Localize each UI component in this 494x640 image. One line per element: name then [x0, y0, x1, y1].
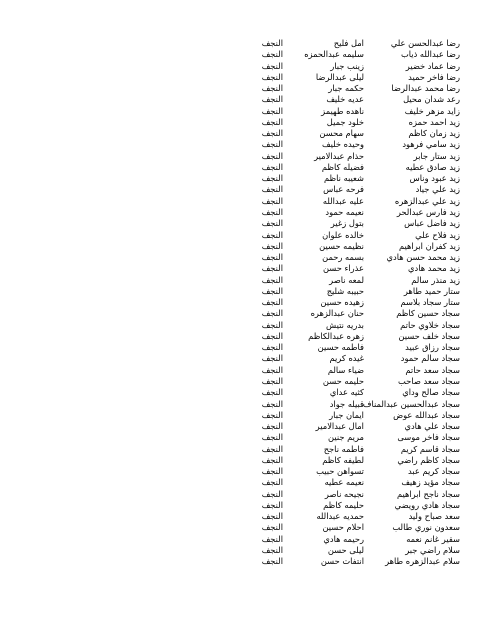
mother-name-cell: عذراء حسن — [322, 263, 364, 274]
full-name-cell: سلام راضي جبر — [405, 544, 460, 555]
table-row — [0, 128, 494, 139]
mother-name-cell: نجيحه ناصر — [324, 488, 364, 499]
governorate-cell: النجف — [261, 533, 283, 544]
governorate-cell: النجف — [261, 38, 283, 48]
table-row — [0, 286, 494, 297]
mother-name-cell: ايمان جبار — [329, 409, 364, 420]
governorate-cell: النجف — [261, 454, 283, 465]
full-name-cell: سجاد علي هادي — [404, 421, 460, 432]
table-row — [0, 297, 494, 308]
governorate-cell: النجف — [261, 184, 283, 195]
full-name-cell: سجاد حسين كاظم — [396, 308, 460, 319]
full-name-cell: ستار سجاد بلاسم — [400, 297, 460, 308]
mother-name-cell: فضيله كاظم — [321, 161, 364, 172]
table-row — [0, 139, 494, 150]
governorate-cell: النجف — [261, 252, 283, 263]
mother-name-cell: سهام محسن — [319, 128, 364, 139]
full-name-cell: زايد مزهر خليف — [404, 105, 460, 116]
mother-name-cell: ضياء سالم — [327, 364, 364, 375]
governorate-cell: النجف — [261, 128, 283, 139]
full-name-cell: زيد منذر سالم — [411, 274, 460, 285]
mother-name-cell: بسمه رحمن — [322, 252, 364, 263]
governorate-cell: النجف — [261, 353, 283, 364]
table-row — [0, 184, 494, 195]
governorate-cell: النجف — [261, 432, 283, 443]
full-name-cell: سجاد سعد صاحب — [398, 375, 460, 386]
full-name-cell: زيد فارس عبدالحر — [396, 206, 460, 217]
full-name-cell: سجاد كاظم راضي — [397, 454, 460, 465]
full-name-cell: زيد فلاح علي — [415, 229, 460, 240]
full-name-cell: زيد احمد حمزه — [408, 116, 460, 127]
table-row — [0, 308, 494, 319]
mother-name-cell: نعيمه عطيه — [324, 477, 364, 488]
governorate-cell: النجف — [261, 116, 283, 127]
full-name-cell: زيد علي جياد — [415, 184, 460, 195]
governorate-cell: النجف — [261, 83, 283, 94]
table-row — [0, 83, 494, 94]
table-row — [0, 196, 494, 207]
full-name-cell: سجاد عبدالحسين عبدالمناف — [362, 398, 460, 409]
mother-name-cell: قبيله جواد — [329, 398, 364, 409]
mother-name-cell: امل فليح — [333, 38, 364, 48]
governorate-cell: النجف — [261, 105, 283, 116]
table-row — [0, 432, 494, 443]
full-name-cell: ستار حميد طاهر — [403, 285, 460, 296]
full-name-cell: زيد كفران ابراهيم — [399, 240, 460, 251]
mother-name-cell: عديه خليف — [326, 94, 364, 105]
governorate-cell: النجف — [261, 161, 283, 172]
table-row — [0, 534, 494, 545]
governorate-cell: النجف — [261, 364, 283, 375]
governorate-cell: النجف — [261, 319, 283, 330]
governorate-cell: النجف — [261, 94, 283, 105]
governorate-cell: النجف — [261, 285, 283, 296]
full-name-cell: سعد صباح وليد — [408, 511, 460, 522]
mother-name-cell: غيده كريم — [329, 353, 364, 364]
mother-name-cell: رحيمه هادي — [323, 533, 364, 544]
full-name-cell: زيد علي عبدالزهره — [394, 195, 460, 206]
full-name-cell: سلام عبدالزهره طاهر — [385, 556, 460, 567]
table-row — [0, 38, 494, 49]
governorate-cell: النجف — [261, 477, 283, 488]
mother-name-cell: حنان عبدالزهره — [310, 308, 364, 319]
full-name-cell: زيد محمد هادي — [408, 263, 460, 274]
table-row — [0, 500, 494, 511]
governorate-cell: النجف — [261, 173, 283, 184]
mother-name-cell: نظيمه حسين — [319, 240, 364, 251]
mother-name-cell: انتفات حسن — [320, 556, 364, 567]
full-name-cell: زيد سامي فرهود — [402, 139, 460, 150]
full-name-cell: سجاد سعد حاتم — [405, 364, 460, 375]
table-row — [0, 477, 494, 488]
table-row — [0, 218, 494, 229]
governorate-cell: النجف — [261, 409, 283, 420]
full-name-cell: رضا عبدالله ذياب — [400, 49, 460, 60]
table-row — [0, 61, 494, 72]
governorate-cell: النجف — [261, 240, 283, 251]
governorate-cell: النجف — [261, 511, 283, 522]
governorate-cell: النجف — [261, 421, 283, 432]
governorate-cell: النجف — [261, 218, 283, 229]
mother-name-cell: حمديه عبدالله — [316, 511, 364, 522]
names-table — [0, 38, 494, 567]
table-row — [0, 511, 494, 522]
mother-name-cell: فاطمه ناجح — [323, 443, 364, 454]
table-row — [0, 230, 494, 241]
table-row — [0, 410, 494, 421]
governorate-cell: النجف — [261, 60, 283, 71]
mother-name-cell: حليمه حسن — [322, 375, 364, 386]
mother-name-cell: امال عبدالامير — [315, 421, 364, 432]
table-row — [0, 421, 494, 432]
governorate-cell: النجف — [261, 398, 283, 409]
mother-name-cell: عليه عبدالله — [322, 195, 364, 206]
governorate-cell: النجف — [261, 71, 283, 82]
table-row — [0, 455, 494, 466]
table-row — [0, 207, 494, 218]
mother-name-cell: نعيمه حمود — [325, 206, 364, 217]
mother-name-cell: بدريه نتيش — [326, 319, 364, 330]
governorate-cell: النجف — [261, 297, 283, 308]
mother-name-cell: لمعه ناصر — [329, 274, 364, 285]
table-row — [0, 94, 494, 105]
governorate-cell: النجف — [261, 206, 283, 217]
mother-name-cell: كثيه عداي — [329, 387, 364, 398]
full-name-cell: زيد فاضل عباس — [404, 218, 460, 229]
full-name-cell: سعدون نوري طالب — [392, 522, 460, 533]
table-row — [0, 241, 494, 252]
mother-name-cell: زهيده حسين — [320, 297, 364, 308]
full-name-cell: زيد عبود وناس — [409, 173, 460, 184]
table-row — [0, 72, 494, 83]
table-row — [0, 49, 494, 60]
governorate-cell: النجف — [261, 139, 283, 150]
full-name-cell: رعد شدان محيل — [403, 94, 460, 105]
governorate-cell: النجف — [261, 342, 283, 353]
full-name-cell: سجاد عبدالله عوض — [393, 409, 460, 420]
full-name-cell: سجاد خلف حسين — [398, 330, 460, 341]
mother-name-cell: وحيده خليف — [322, 139, 364, 150]
full-name-cell: رضا عماد خضير — [405, 60, 460, 71]
mother-name-cell: خالده علوان — [322, 229, 364, 240]
table-row — [0, 365, 494, 376]
mother-name-cell: ليلى حسن — [327, 544, 364, 555]
full-name-cell: سجاد فاخر موسى — [397, 432, 460, 443]
full-name-cell: سقير غانم نعمه — [406, 533, 460, 544]
mother-name-cell: ناهده طهيمز — [321, 105, 364, 116]
table-row — [0, 331, 494, 342]
mother-name-cell: احلام حسين — [322, 522, 364, 533]
table-row — [0, 106, 494, 117]
full-name-cell: زيد صادق عطيه — [405, 161, 460, 172]
table-row — [0, 556, 494, 567]
governorate-cell: النجف — [261, 466, 283, 477]
governorate-cell: النجف — [261, 488, 283, 499]
mother-name-cell: تسواهن حبيب — [316, 466, 364, 477]
mother-name-cell: حليمه كاظم — [323, 499, 364, 510]
mother-name-cell: زهره عبدالكاظم — [308, 330, 364, 341]
mother-name-cell: شعيبه ناظم — [323, 173, 364, 184]
governorate-cell: النجف — [261, 308, 283, 319]
full-name-cell: سجاد مؤيد زهيف — [401, 477, 460, 488]
governorate-cell: النجف — [261, 274, 283, 285]
mother-name-cell: زينب جبار — [330, 60, 364, 71]
governorate-cell: النجف — [261, 387, 283, 398]
full-name-cell: رضا عبدالحسن علي — [390, 38, 460, 48]
governorate-cell: النجف — [261, 49, 283, 60]
mother-name-cell: فرحه عباس — [323, 184, 364, 195]
mother-name-cell: فاطمه حسين — [317, 342, 364, 353]
mother-name-cell: حذام عبدالامير — [314, 150, 364, 161]
table-row — [0, 353, 494, 364]
full-name-cell: سجاد رزاق عبيد — [405, 342, 460, 353]
full-name-cell: سجاد هادي رويضي — [394, 499, 460, 510]
mother-name-cell: حكمه جبار — [328, 83, 364, 94]
table-row — [0, 444, 494, 455]
full-name-cell: سجاد ناجح ابراهيم — [396, 488, 460, 499]
governorate-cell: النجف — [261, 195, 283, 206]
full-name-cell: زيد محمد حسن هادي — [386, 252, 460, 263]
mother-name-cell: حبيبه شليج — [326, 285, 364, 296]
mother-name-cell: مريم جنين — [328, 432, 364, 443]
table-row — [0, 489, 494, 500]
table-row — [0, 342, 494, 353]
governorate-cell: النجف — [261, 443, 283, 454]
governorate-cell: النجف — [261, 556, 283, 567]
governorate-cell: النجف — [261, 330, 283, 341]
table-row — [0, 399, 494, 410]
full-name-cell: سجاد خلاوي حاتم — [400, 319, 460, 330]
full-name-cell: رضا محمد عبدالرضا — [391, 83, 460, 94]
full-name-cell: سجاد قاسم كريم — [400, 443, 460, 454]
full-name-cell: زيد ستار جابر — [413, 150, 460, 161]
table-row — [0, 275, 494, 286]
table-row — [0, 545, 494, 556]
mother-name-cell: سليمه عبدالحمزه — [304, 49, 364, 60]
full-name-cell: سجاد كريم عبد — [408, 466, 460, 477]
table-row — [0, 376, 494, 387]
table-row — [0, 252, 494, 263]
table-row — [0, 263, 494, 274]
table-row — [0, 151, 494, 162]
mother-name-cell: بتول زغير — [330, 218, 364, 229]
governorate-cell: النجف — [261, 499, 283, 510]
table-row — [0, 466, 494, 477]
mother-name-cell: خلود جميل — [326, 116, 364, 127]
governorate-cell: النجف — [261, 522, 283, 533]
full-name-cell: زيد زمان كاظم — [408, 128, 460, 139]
table-row — [0, 387, 494, 398]
table-row — [0, 320, 494, 331]
table-row — [0, 173, 494, 184]
mother-name-cell: ليلى عبدالرضا — [315, 71, 364, 82]
full-name-cell: سجاد صالح وداي — [402, 387, 460, 398]
table-row — [0, 117, 494, 128]
governorate-cell: النجف — [261, 544, 283, 555]
full-name-cell: سجاد سالم حمود — [400, 353, 460, 364]
mother-name-cell: لطيفه كاظم — [322, 454, 364, 465]
governorate-cell: النجف — [261, 263, 283, 274]
governorate-cell: النجف — [261, 229, 283, 240]
governorate-cell: النجف — [261, 150, 283, 161]
full-name-cell: رضا فاخر حميد — [408, 71, 460, 82]
table-row — [0, 162, 494, 173]
governorate-cell: النجف — [261, 375, 283, 386]
table-row — [0, 522, 494, 533]
